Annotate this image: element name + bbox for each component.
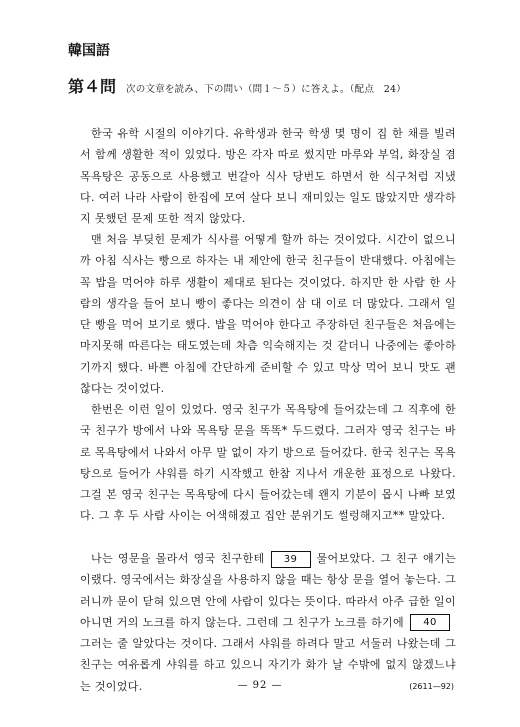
paragraph-2: 맨 처음 부딪힌 문제가 식사를 어떻게 할까 하는 것이었다. 시간이 없으니까 아침 식사는 빵으로 하자는 내 제안에 한국 친구들이 반대했다. 아침에는 꼭 밥을 먹어야 하루 생활이 제대로 된다는 것이었다. 하지만 한 사람 한 사람의 생각을 들어 보니 빵이 좋다는 의견이 삼 대 이로 더 많았다. 그래서 일단 빵을 먹어 보기로 했다. 밥을 먹어야 한다고 주장하던 친구들은 처음에는 마지못해 따른다는 태도였는데 차츰 익숙해지는 것 같더니 나중에는 좋아하기까지 했다. 바쁜 아침에 간단하게 준비할 수 있고 막상 먹어 보니 맛도 괜찮다는 것이었다. [80, 233, 456, 396]
page-number: — 92 — [237, 680, 283, 691]
exam-code: (2611—92) [409, 682, 454, 691]
paragraph-4 [80, 548, 456, 697]
blank-box-40: 40 [410, 614, 450, 631]
subject-title: 韓国語 [68, 43, 110, 59]
paragraph-4-part-c: 그러는 줄 알았다는 것이다. 그래서 샤워를 하려다 말고 서둘러 나왔는데 그 친구는 여유롭게 샤워를 하고 있으니 자기가 화가 날 수밖에 없지 않겠느냐는 것이었다. [80, 637, 456, 693]
blank-box-39: 39 [271, 551, 311, 568]
question-instruction: 次の文章を読み、下の問い（問１～５）に答えよ。（配点 24） [126, 84, 406, 95]
question-header [68, 74, 406, 97]
paragraph-1: 한국 유학 시절의 이야기다. 유학생과 한국 학생 몇 명이 집 한 채를 빌려서 함께 생활한 적이 있었다. 방은 각자 따로 썼지만 마루와 부엌, 화장실 겸 목욕탕은 공동으로 사용했고 번갈아 식사 당번도 하면서 한 식구처럼 지냈다. 여러 나라 사람이 한집에 모여 살다 보니 재미있는 일도 많았지만 생각하지 못했던 문제 또한 적지 않았다. [80, 127, 456, 226]
paragraph-4-part-a: 나는 영문을 몰라서 영국 친구한테 [91, 552, 265, 565]
question-number: 第４問 [68, 77, 117, 96]
paragraph-4-part-b: 물어보았다. 그 친구 얘기는 이랬다. 영국에서는 화장실을 사용하지 않을 때는 항상 문을 열어 놓는다. 그러니까 문이 닫혀 있으면 안에 사람이 있다는 뜻이다. 따라서 아주 급한 일이 아니면 거의 노크를 하지 않는다. 그런데 그 친구가 노크를 하기에 [80, 552, 456, 629]
paragraph-3: 한번은 이런 일이 있었다. 영국 친구가 목욕탕에 들어갔는데 그 직후에 한국 친구가 방에서 나와 목욕탕 문을 똑똑* 두드렸다. 그러자 영국 친구는 바로 목욕탕에서 나와서 아무 말 없이 자기 방으로 들어갔다. 한국 친구는 목욕탕으로 들어가 샤워를 하기 시작했고 한참 지나서 개운한 표정으로 나왔다. 그걸 본 영국 친구는 목욕탕에 다시 들어갔는데 왠지 기분이 몹시 나빠 보였다. 그 후 두 사람 사이는 어색해졌고 집안 분위기도 썰렁해지고** 말았다. [80, 403, 456, 523]
